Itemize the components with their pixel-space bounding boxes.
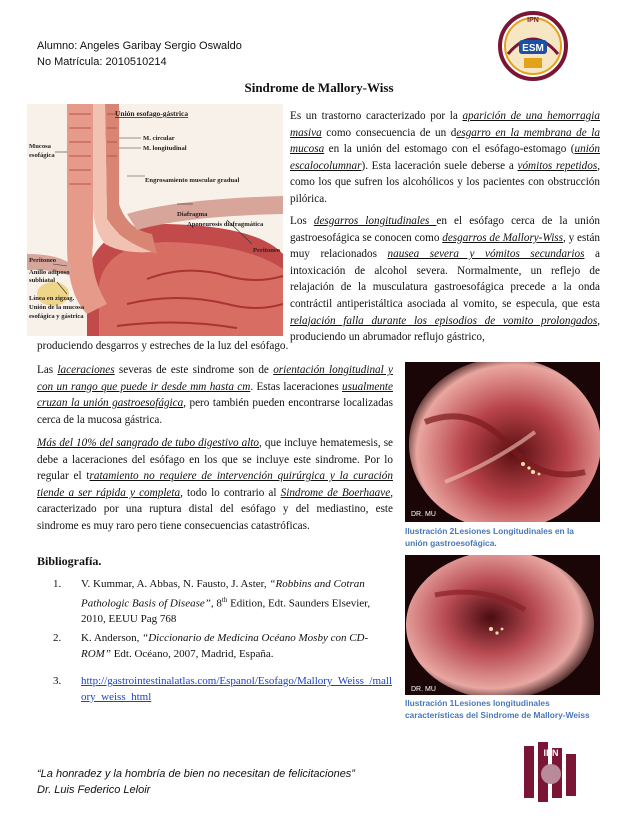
header-info — [37, 38, 242, 70]
logo-school-text: ESM — [522, 43, 544, 54]
student-name: Alumno: Angeles Garibay Sergio Oswaldo — [37, 40, 242, 52]
paragraph-2: Los desgarros longitudinales en el esófago cerca de la unión gastroesofágica se conocen como desgarros de Mallory-Wiss, y están muy relacionados nausea severa y vómitos secundarios a intoxicación de alcohol severa. Normalmente, un reflejo de relajación de la musculatura gastroesofágica precede a la onda contráctil antiperistáltica asociada al vomito, se especula, que esta relajación falla durante los episodios de vomito prolongados, produciendo un abrumador reflujo gástrico, — [290, 215, 601, 344]
bibliography-heading: Bibliografía. — [37, 554, 102, 568]
label-diafragma: Diafragma — [177, 211, 208, 218]
label-m-circular: M. circular — [143, 135, 175, 142]
label-peritoneo-right: Peritoneo — [253, 247, 281, 254]
page-title: Sindrome de Mallory-Wiss — [244, 80, 394, 95]
esm-logo — [494, 10, 572, 82]
footer-author: Dr. Luis Federico Leloir — [37, 784, 151, 796]
bib-item-1: 1. V. Kummar, A. Abbas, N. Fausto, J. Aster, “Robbins and Cotran Pathologic Basis of Disease”, 8th Edition, Edt. Saunders Elsevier, 2010, EEUU Pag 768 — [53, 578, 371, 625]
enrollment-number: No Matrícula: 2010510214 — [37, 56, 167, 68]
label-peritoneo-left: Peritoneo — [29, 257, 57, 264]
bib-item-2: 2. K. Anderson, “Diccionario de Medicina Océano Mosby con CD-ROM” Edt. Océano, 2007, Madrid, España. — [53, 632, 369, 660]
figure-caption-2: Ilustración 1Lesiones longitudinales características del Sindrome de Mallory-Weiss — [405, 698, 590, 720]
label-union2: esofágica y gástrica — [29, 313, 84, 320]
label-m-longitudinal: M. longitudinal — [143, 145, 187, 152]
footer-quote: “La honradez y la hombría de bien no necesitan de felicitaciones” — [37, 768, 355, 780]
anatomy-heading: Unión esofago-gástrica — [115, 109, 189, 118]
paragraph-3: Las laceraciones severas de este sindrome son de orientación longitudinal y con un rango que puede ir desde mm hasta cm. Estas laceraciones usualmente cruzan la unión gastroesofágica, pero también pueden encontrarse localizadas cerca de la mucosa gástrica. — [37, 364, 393, 426]
bib-item-3: 3. http://gastrointestinalatlas.com/Espanol/Esofago/Mallory_Weiss_/mallory_weiss_html — [37, 674, 397, 705]
anatomy-figure — [27, 104, 283, 336]
label-union: Unión de la mucosa — [29, 304, 85, 311]
footer — [37, 766, 355, 798]
bibliography — [37, 554, 397, 709]
label-engrosamiento: Engrosamiento muscular gradual — [145, 177, 240, 184]
label-subhiatal: subhiatal — [29, 277, 56, 284]
paragraph-1: Es un trastorno caracterizado por la aparición de una hemorragia masiva como consecuencia de un desgarro en la membrana de la mucosa en la unión del estomago con el esófago-estomago (unión escalocolumnar). Esta laceración suele deberse a vómitos repetidos, como los que sufren los alcohólicos y los pacientes con obstrucción pilórica. — [290, 110, 600, 205]
label-esofagica: esofágica — [29, 152, 55, 159]
label-anillo: Anillo adiposo — [29, 269, 70, 276]
bibliography-list — [37, 577, 397, 705]
endoscopy-image-2 — [405, 555, 600, 695]
endoscopy-image-1 — [405, 362, 600, 522]
watermark-1: DR. MU — [411, 511, 436, 518]
label-linea: Línea en zigzag. — [29, 295, 75, 302]
ipn-logo-text: IPN — [543, 748, 559, 758]
label-aponeurosis: Aponeurosis diafragmática — [187, 221, 264, 228]
ipn-logo — [520, 740, 582, 806]
paragraph-2-tail: produciendo desgarros y estreches de la luz del esófago. — [37, 340, 289, 352]
bibliography-link[interactable]: http://gastrointestinalatlas.com/Espanol/Esofago/Mallory_Weiss_/mallory_weiss_html — [81, 675, 393, 703]
label-mucosa: Mucosa — [29, 143, 51, 150]
paragraph-4: Más del 10% del sangrado de tubo digestivo alto, que incluye hematemesis, se debe a laceraciones del esófago en los que se incluye este sindrome. Por lo regular el tratamiento no requiere de intervención quirúrgica y la curación tiende a ser rápida y completa, todo lo contrario al Sindrome de Boerhaave, caracterizado por una ruptura distal del esófago y del mediastino, este sindrome es muy raro pero tiene consecuencias catastróficas. — [37, 437, 394, 532]
logo-top-text: IPN — [527, 17, 539, 24]
figure-caption-1: Ilustración 2Lesiones Longitudinales en la unión gastroesofágica. — [405, 526, 574, 548]
watermark-2: DR. MU — [411, 686, 436, 693]
